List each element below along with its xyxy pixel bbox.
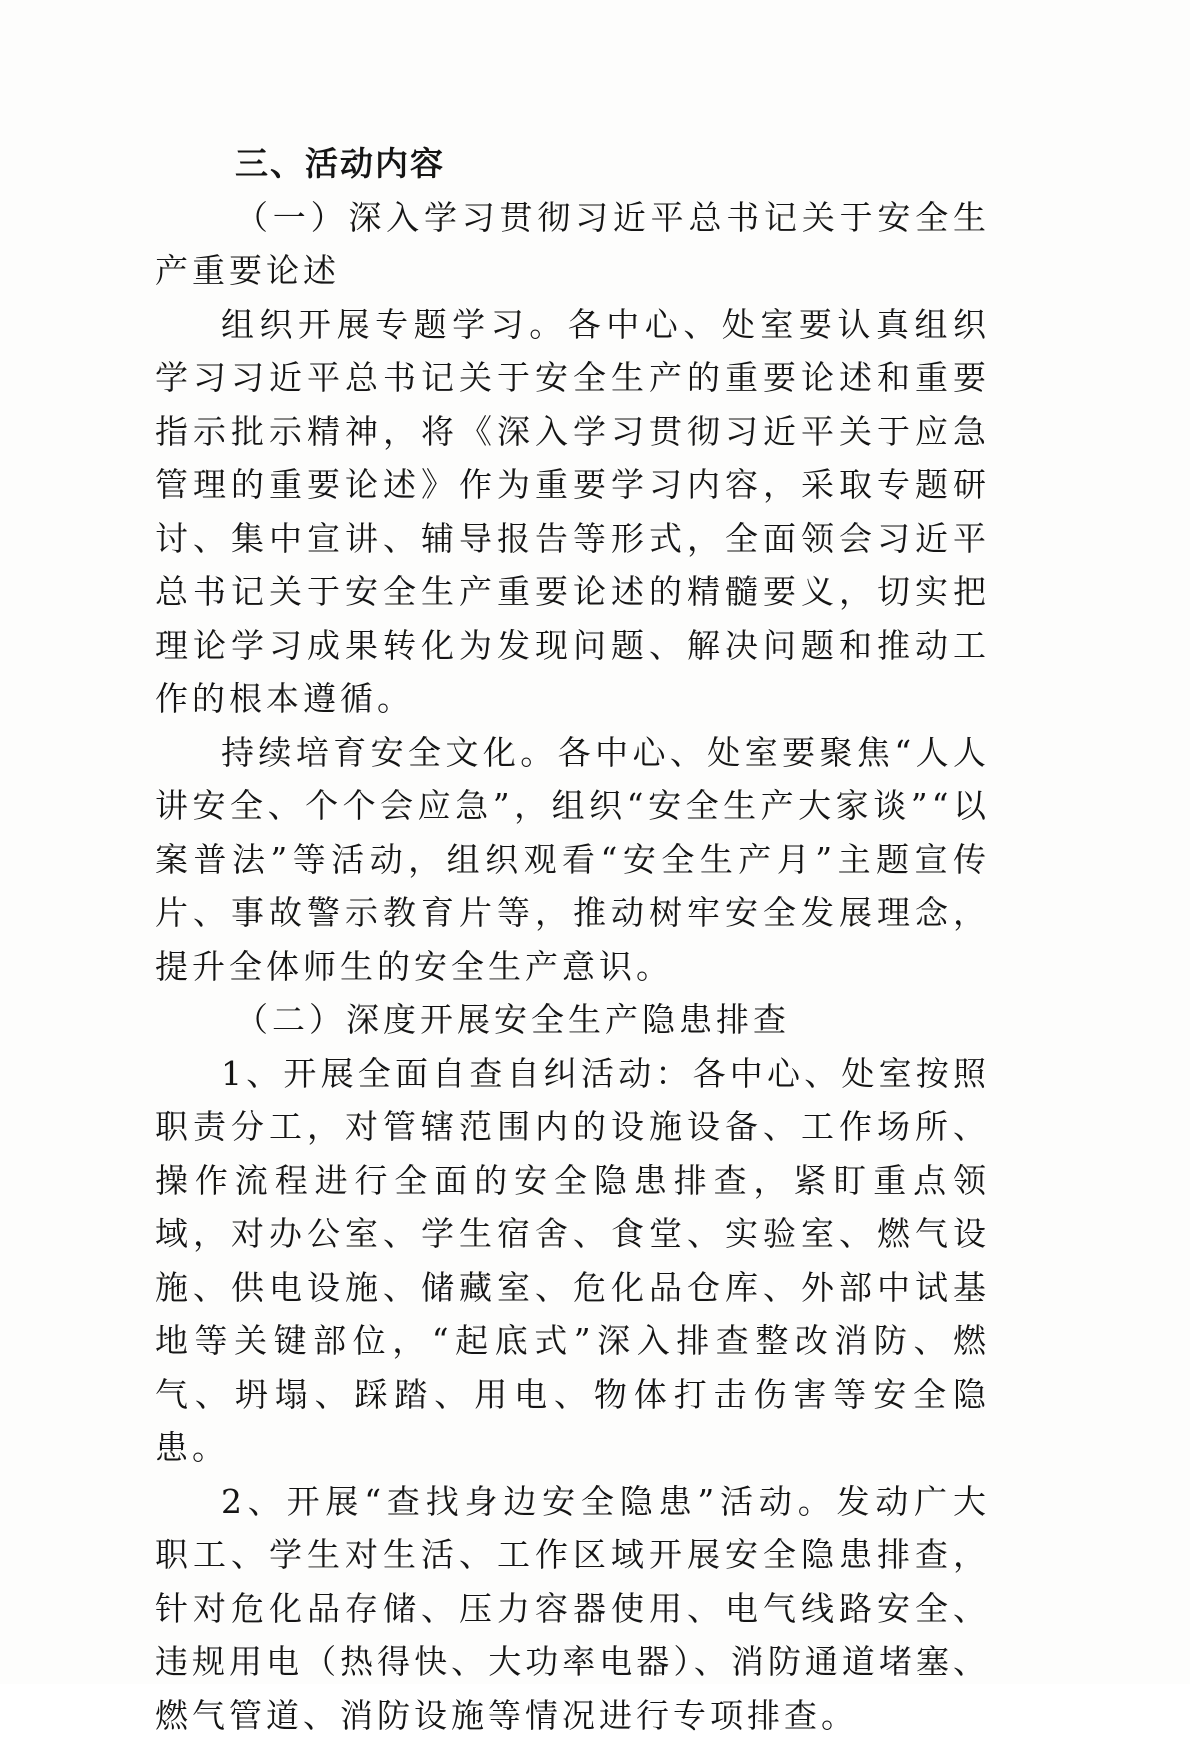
paragraph-safety-culture: 持续培育安全文化。各中心、处室要聚焦“人人讲安全、个个会应急”，组织“安全生产大家谈”“以案普法”等活动，组织观看“安全生产月”主题宣传片、事故警示教育片等，推动树牢安全发展理念，提升全体师生的安全生产意识。	[155, 726, 990, 994]
paragraph-study: 组织开展专题学习。各中心、处室要认真组织学习习近平总书记关于安全生产的重要论述和重要指示批示精神，将《深入学习贯彻习近平关于应急管理的重要论述》作为重要学习内容，采取专题研讨、集中宣讲、辅导报告等形式，全面领会习近平总书记关于安全生产重要论述的精髓要义，切实把理论学习成果转化为发现问题、解决问题和推动工作的根本遵循。	[155, 298, 990, 726]
section-heading: 三、活动内容	[155, 137, 990, 191]
subsection-title-2: （二）深度开展安全生产隐患排查	[155, 993, 990, 1047]
subsection-title-1: （一）深入学习贯彻习近平总书记关于安全生产重要论述	[155, 191, 990, 298]
paragraph-hazard-search: 2、开展“查找身边安全隐患”活动。发动广大职工、学生对生活、工作区域开展安全隐患排查，针对危化品存储、压力容器使用、电气线路安全、违规用电（热得快、大功率电器）、消防通道堵塞、燃气管道、消防设施等情况进行专项排查。	[155, 1475, 990, 1742]
paragraph-self-inspection: 1、开展全面自查自纠活动：各中心、处室按照职责分工，对管辖范围内的设施设备、工作场所、操作流程进行全面的安全隐患排查，紧盯重点领域，对办公室、学生宿舍、食堂、实验室、燃气设施、供电设施、储藏室、危化品仓库、外部中试基地等关键部位，“起底式”深入排查整改消防、燃气、坍塌、踩踏、用电、物体打击伤害等安全隐患。	[155, 1047, 990, 1475]
document-body	[155, 137, 990, 1742]
